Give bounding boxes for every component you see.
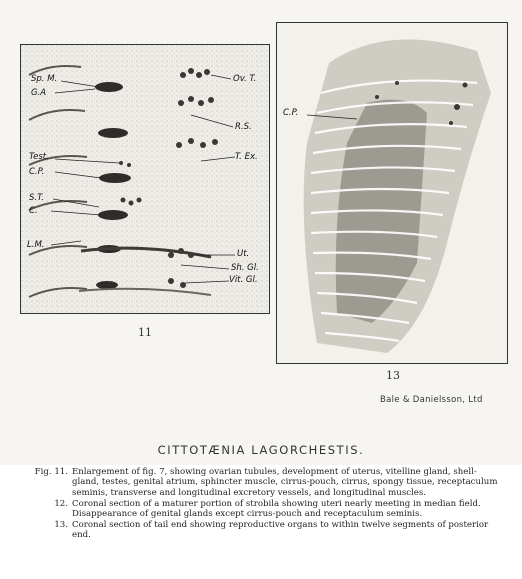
label-r-s: R.S. — [235, 122, 252, 132]
caption-text: Enlargement of fig. 7, showing ovarian tubules, development of uterus, vitelline gland, shell-gland, testes, genital atrium, sphincter muscle, cirrus-pouch, cirrus, spongy tissue, receptaculum seminis, transverse and longitudinal excretory vessels, and longitudinal muscles. — [72, 467, 498, 498]
label-c: C. — [29, 206, 38, 216]
label-test: Test. — [29, 152, 49, 162]
figure-13-drawing — [277, 23, 508, 364]
caption-text: Coronal section of tail end showing reproductive organs to within twelve segments of posterior end. — [72, 520, 489, 541]
label-sh-gl: Sh. Gl. — [231, 263, 259, 273]
label-c-p: C.P. — [29, 167, 45, 177]
caption-number: Fig. 11. — [34, 467, 68, 477]
engraver-credit: Bale & Danielsson, Ltd — [380, 395, 483, 405]
figure-13-panel — [276, 22, 508, 364]
label-s-t: S.T. — [29, 193, 44, 203]
label-g-a: G.A — [31, 88, 47, 98]
figure-11-drawing — [21, 45, 270, 314]
figure-13-number: 13 — [386, 369, 400, 382]
plate-caption — [24, 467, 500, 541]
caption-text: Coronal section of a maturer portion of strobila showing uteri nearly meeting in median field. Disappearance of genital glands except cirrus-pouch and receptaculum seminis. — [72, 498, 481, 520]
label-l-m: L.M. — [27, 240, 45, 250]
label-t-ex: T. Ex. — [235, 152, 258, 162]
label-ov-t: Ov. T. — [233, 74, 257, 84]
label-vit-gl: Vit. Gl. — [229, 275, 258, 285]
caption-item — [24, 499, 500, 520]
caption-number: 12. — [54, 498, 68, 509]
plate-title: CITTOTÆNIA LAGORCHESTIS. — [157, 443, 365, 457]
caption-item — [24, 520, 500, 541]
label-c-p-13: C.P. — [283, 108, 299, 118]
label-ut: Ut. — [237, 249, 250, 259]
caption-number: 13. — [54, 520, 68, 531]
figure-11-number: 11 — [138, 326, 152, 339]
caption-item — [24, 467, 500, 498]
label-sp-m: Sp. M. — [31, 74, 58, 84]
figure-11-panel — [20, 44, 270, 314]
